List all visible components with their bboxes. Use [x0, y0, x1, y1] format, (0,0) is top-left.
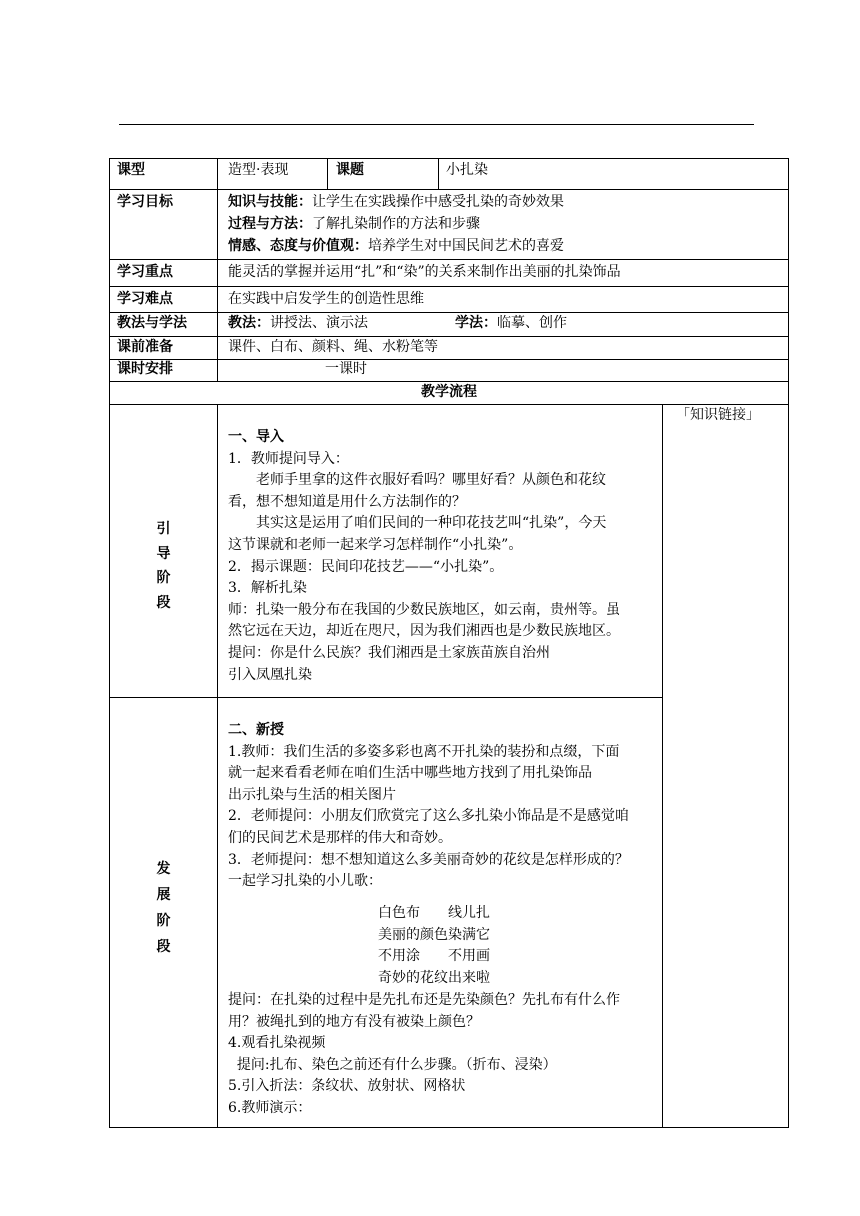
label-focus: 学习重点	[117, 264, 173, 280]
label-schedule: 课时安排	[117, 361, 173, 377]
stage1-content: 一、导入 1．教师提问导入： 老师手里拿的这件衣服好看吗？哪里好看？从颜色和花纹 看，想不想知道是用什么方法制作的？ 其实这是运用了咱们民间的一种印花技艺叫“扎染”，今天 这节课就和老师一起来学习怎样制作“小扎染”。 2．揭示课题：民间印花技艺——“小扎染”。 3．解析扎染 师：扎染一般分布在我国的少数民族地区，如云南，贵州等。虽 然它远在天边，却近在咫尺，因为我们湘西也是少数民族地区。 提问：你是什么民族？我们湘西是土家族苗族自治州 引入凤凰扎染	[228, 429, 620, 683]
learning-method: 学法：临摹、创作	[455, 315, 567, 331]
side-note: 「知识链接」	[676, 407, 760, 423]
stage2-content-b: 提问：在扎染的过程中是先扎布还是先染颜色？先扎布有什么作 用？被绳扎到的地方有没有被染上颜色？ 4.观看扎染视频 提问:扎布、染色之前还有什么步骤。（折布、浸染） 5.引入折法：条纹状、放射状、网格状 6.教师演示：	[228, 992, 620, 1116]
value-type: 造型·表现	[228, 162, 289, 178]
value-schedule: 一课时	[325, 361, 367, 377]
value-focus: 能灵活的掌握并运用“扎”和“染”的关系来制作出美丽的扎染饰品	[228, 264, 621, 280]
flow-title: 教学流程	[421, 384, 477, 400]
header-rule	[119, 124, 754, 125]
value-difficulty: 在实践中启发学生的创造性思维	[228, 291, 424, 307]
children-song: 白色布 线儿扎 美丽的颜色染满它 不用涂 不用画 奇妙的花纹出来啦	[378, 905, 490, 986]
value-topic: 小扎染	[446, 162, 488, 178]
label-goals: 学习目标	[117, 194, 173, 210]
goal-line-1: 知识与技能：让学生在实践操作中感受扎染的奇妙效果	[228, 194, 564, 210]
label-type: 课型	[117, 162, 145, 178]
teaching-method: 教法：讲授法、演示法	[228, 315, 368, 331]
label-topic: 课题	[336, 162, 364, 178]
goal-line-3: 情感、态度与价值观：培养学生对中国民间艺术的喜爱	[228, 238, 564, 254]
stage1-heading: 一、导入	[228, 429, 284, 445]
label-prep: 课前准备	[117, 339, 173, 355]
cell-value-schedule	[217, 359, 789, 382]
cell-value-topic	[438, 158, 789, 190]
value-prep: 课件、白布、颜料、绳、水粉笔等	[228, 339, 438, 355]
stage1-label: 引 导 阶 段	[156, 521, 171, 611]
goal-line-2: 过程与方法：了解扎染制作的方法和步骤	[228, 216, 480, 232]
label-difficulty: 学习难点	[117, 291, 173, 307]
stage2-content-a: 二、新授 1.教师：我们生活的多姿多彩也离不开扎染的装扮和点缀，下面 就一起来看看老师在咱们生活中哪些地方找到了用扎染饰品 出示扎染与生活的相关图片 2．老师提问：小朋友们欣赏完了这么多扎染小饰品是不是感觉咱 们的民间艺术是那样的伟大和奇妙。 3．老师提问：想不想知道这么多美丽奇妙的花纹是怎样形成的？ 一起学习扎染的小儿歌：	[228, 722, 629, 890]
stage2-heading: 二、新授	[228, 722, 284, 738]
label-methods: 教法与学法	[117, 315, 187, 331]
stage2-label: 发 展 阶 段	[156, 861, 171, 955]
cell-side-note	[662, 404, 789, 1128]
